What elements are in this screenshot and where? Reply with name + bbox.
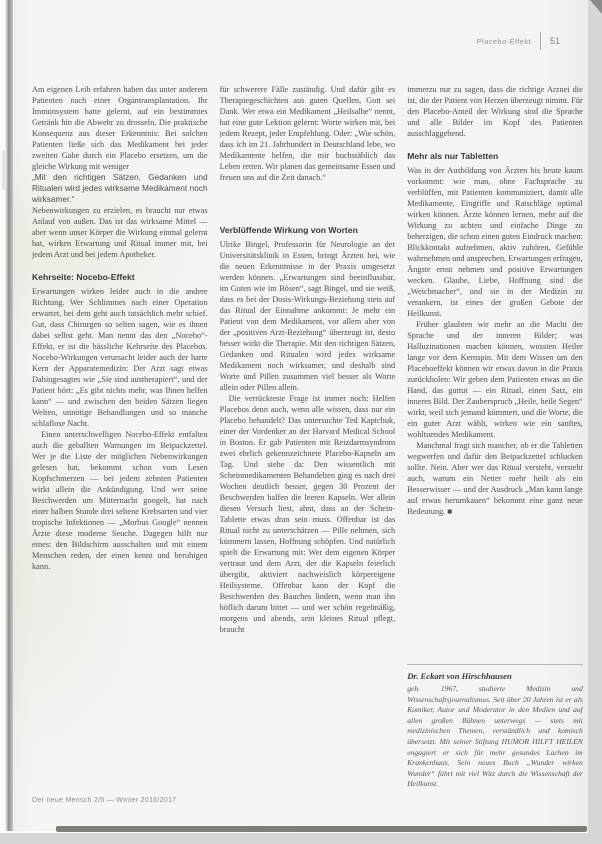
body-paragraph: Nebenwirkungen zu erzielen, es braucht nur etwas Anlauf von außen. Das ist das wirksame Mittel — aber wenn unser Körper die Wirkung einmal gelernt hat, wirken Erwartung und Ritual immer mit, bei jedem Arzt und bei jedem Apotheker.: [32, 206, 208, 259]
scan-corner-artifact: [590, 0, 602, 14]
scan-edge-bottom: [0, 833, 602, 844]
body-paragraph: für schwerere Fälle zuständig. Und dafür gibt es Therapiegeschichten aus guten Quellen, Gott sei Dank. Wer etwa ein Medikament „Heilsalbe“ nennt, hat eine gute Lektion gelernt: Worte wirken mit, bei jedem Rezept, jeder Empfehlung. Oder: „Wie schön, dass ich im 21. Jahrhundert in Deutschland lebe, wo Medikamente helfen, die mir buchstäblich das Leben retten. Wir planen das gemeinsame Essen und freuen uns auf die Zeit danach.“: [219, 85, 396, 182]
page-bottom-shadow: [56, 826, 587, 832]
author-name: Dr. Eckart von Hirschhausen: [407, 671, 512, 682]
body-paragraph: Einen unterschwelligen Nocebo-Effekt entfalten auch die geballten Warnungen im Beipackzettel. Wer je die Liste der möglichen Nebenwirkungen gelesen hat, bekommt schon vom Lesen Kopfschmerzen — bei jedem zehnten Patienten wirkt allein die Ankündigung. Und wer seine Beschwerden um Mitternacht googelt, hat nach einer halben Stunde drei seltene Krebsarten und vier tropische Infektionen — „Morbus Google“ nennen Ärzte diese moderne Seuche. Dagegen hilft nur eines: den Bildschirm ausschalten und mit einem Menschen reden, der einen kennt und beruhigen kann.: [32, 430, 208, 571]
scan-edge-right: [588, 0, 602, 844]
body-paragraph: Am eigenen Leib erfahren haben das unter anderem Patienten nach einer Organtransplantation. Ihr Immunsystem hatte gelernt, auf ein bestimmtes Getränk hin die Abwehr zu drosseln. Die praktische Konsequenz aus dieser Erkenntnis: Bei solchen Patienten ließe sich das Medikament bei jeder zweiten Gabe durch ein Placebo ersetzen, um die gleiche Wirkung mit weniger: [32, 85, 208, 171]
pull-quote: „Mit den richtigen Sätzen, Gedanken und Ritualen wird jedes wirksame Medikament noch wirksamer.“: [32, 172, 208, 204]
body-paragraph: Früher glaubten wir mehr an die Macht der Sprache und der inneren Bilder; was Halluzinationen machen können, wussten Heiler lange vor dem Kernspin. Mit dem Wissen um den Placeboeffekt können wir etwas davon in die Praxis zurückholen: Wir geben dem Patienten etwas an die Hand, das guttut — ein Ritual, einen Satz, ein inneres Bild. Der Zauberspruch „Heile, heile Segen“ wirkt, weil sich jemand kümmert, und die Worte, die ein guter Arzt wählt, wirken wie ein sanftes, wohltuendes Medikament.: [407, 320, 583, 439]
body-paragraph: Was in der Ausbildung von Ärzten bis heute kaum vorkommt: wie man, ohne Fachsprache zu verblüffen, mit Patienten kommuniziert, damit alle Medikamente, Eingriffe und Ratschläge optimal wirken können. Ärzte können lernen, mehr auf die Wirkung zu achten und einfache Dinge zu beherzigen, die schon einen guten Eindruck machen: Blickkontakt aufnehmen, aktiv zuhören, Gefühle wahrnehmen und ansprechen, Erwartungen erfragen, Ängste ernst nehmen und positive Erwartungen wecken. Glaube, Liebe, Hoffnung sind die „Weichmacher“, und sie in der Medizin zu verankern, ist eines der großen Gebote der Heilkunst.: [407, 166, 583, 318]
body-paragraph: immerzu nur zu sagen, dass die richtige Arznei die ist, die der Patient von Herzen überzeugt nimmt. Für den Placebo-Anteil der Wirkung sind die Sprache und alle Bilder im Kopf des Patienten ausschlaggebend.: [407, 85, 583, 138]
page-footer: Der neue Mensch 2/5 — Winter 2016/2017: [32, 797, 177, 804]
header-divider: [540, 32, 541, 50]
page-number: 51: [549, 36, 560, 46]
column-3: [407, 84, 583, 790]
article-columns: [32, 84, 583, 790]
scan-gutter-shadow: [5, 0, 13, 831]
body-paragraph: Ulrike Bingel, Professorin für Neurologie an der Universitätsklinik in Essen, bringt Ärzten bei, wie die neuen Erkenntnisse in der Praxis umgesetzt werden können. „Erwartungen sind beeinflussbar, im Guten wie im Bösen“, sagt Bingel, und sie weiß, dass es bei der Dosis-Wirkungs-Beziehung stets auf das Ritual der Einnahme ankommt: Je mehr ein Patient von dem Medikament, vor allem aber von der „positiven Arzt-Beziehung“ überzeugt ist, desto besser wirkt die Therapie. Mit den richtigen Sätzen, Gedanken und Ritualen wird jedes wirksame Medikament noch wirksamer, und deshalb sind Worte und Pillen zusammen viel besser als Worte allein oder Pillen allein.: [219, 240, 396, 392]
column-1: [32, 84, 208, 790]
body-paragraph: Manchmal fragt sich mancher, ob er die Tabletten wegwerfen und dafür den Beipackzettel schlucken sollte. Nein. Aber wer das Ritual versteht, versteht auch, warum ein Netter mehr heilt als ein Besserwisser — und der Ausdruck „Man kann lange auf etwas herumkauen“ bekommt eine ganz neue Bedeutung. ■: [407, 441, 583, 516]
subheading-nocebo: Kehrseite: Nocebo-Effekt: [32, 272, 135, 282]
body-paragraph: Die verrückteste Frage ist immer noch: Helfen Placebos denn auch, wenn alle wissen, dass nur ein Placebo behandelt? Das untersuchte Ted Kaptchuk, einer der Vordenker an der Harvard Medical School in Boston. Er gab Patienten mit Reizdarmsyndrom zwei ehrlich gekennzeichnete Placebo-Kapseln am Tag. Und siehe da: Den wissentlich mit Scheinmedikamenten Behandelten ging es nach drei Wochen deutlich besser, gegen 30 Prozent der Beschwerden halfen die leeren Kapseln. Wer allein diesen Versuch liest, ahnt, dass an der Schein-Tablette etwas dran sein muss. Offenbar ist das Ritual nicht zu unterschätzen — Pille nehmen, sich kümmern lassen, Hoffnung schöpfen. Und natürlich spielt die Erwartung mit: Wer dem eigenen Körper vertraut und dem Arzt, der die Kapseln feierlich übergibt, aktiviert nachweislich körpereigene Heilsysteme. Offenbar kann der Kopf die Beschwerden des Bauches lindern, wenn man ihn höflich darum bittet — und wer schön regelmäßig, morgens und abends, sein kleines Ritual pflegt, braucht: [219, 394, 396, 634]
author-bio-box: [407, 664, 583, 790]
column-2: [220, 84, 396, 790]
body-paragraph: Erwartungen wirken leider auch in die andere Richtung. Wer Schlimmes nach einer Operation erwartet, bei dem geht auch tatsächlich mehr schief. Gut, dass Chirurgen so selten sagen, wie es ihnen dabei selbst geht. Man nennt das den „Nocebo“-Effekt, er ist die hässliche Kehrseite des Placebos. Nocebo-Wirkungen verursacht leider auch der harte Kern der Apparatemedizin: Der Arzt sagt etwas Dahingesagtes wie „Sie sind austherapiert“, und der Patient hört: „Es gibt nichts mehr, was Ihnen helfen kann“ — und zwischen den beiden Sätzen liegen Welten, unnötige Behandlungen und so manche schlaflose Nacht.: [32, 287, 208, 428]
subheading-mehr-als-tabletten: Mehr als nur Tabletten: [407, 151, 499, 161]
subheading-wirkung-von-worten: Verblüffende Wirkung von Worten: [219, 225, 358, 235]
author-bio-text: geb. 1967, studierte Medizin und Wissenschaftsjournalismus. Seit über 20 Jahren ist er als Komiker, Autor und Moderator in den Medien und auf allen großen Bühnen unterwegs — stets mit medizinischen Themen, verständlich und komisch übersetzt. Mit seiner Stiftung HUMOR HILFT HEILEN engagiert er sich für mehr gesundes Lachen im Krankenhaus. Sein neues Buch „Wunder wirken Wunder“ führt mit viel Witz durch die Wissenschaft der Heilkunst.: [407, 684, 583, 789]
section-title: Placebo-Effekt: [476, 36, 531, 46]
magazine-page: [12, 0, 588, 831]
page-header: [477, 32, 560, 50]
